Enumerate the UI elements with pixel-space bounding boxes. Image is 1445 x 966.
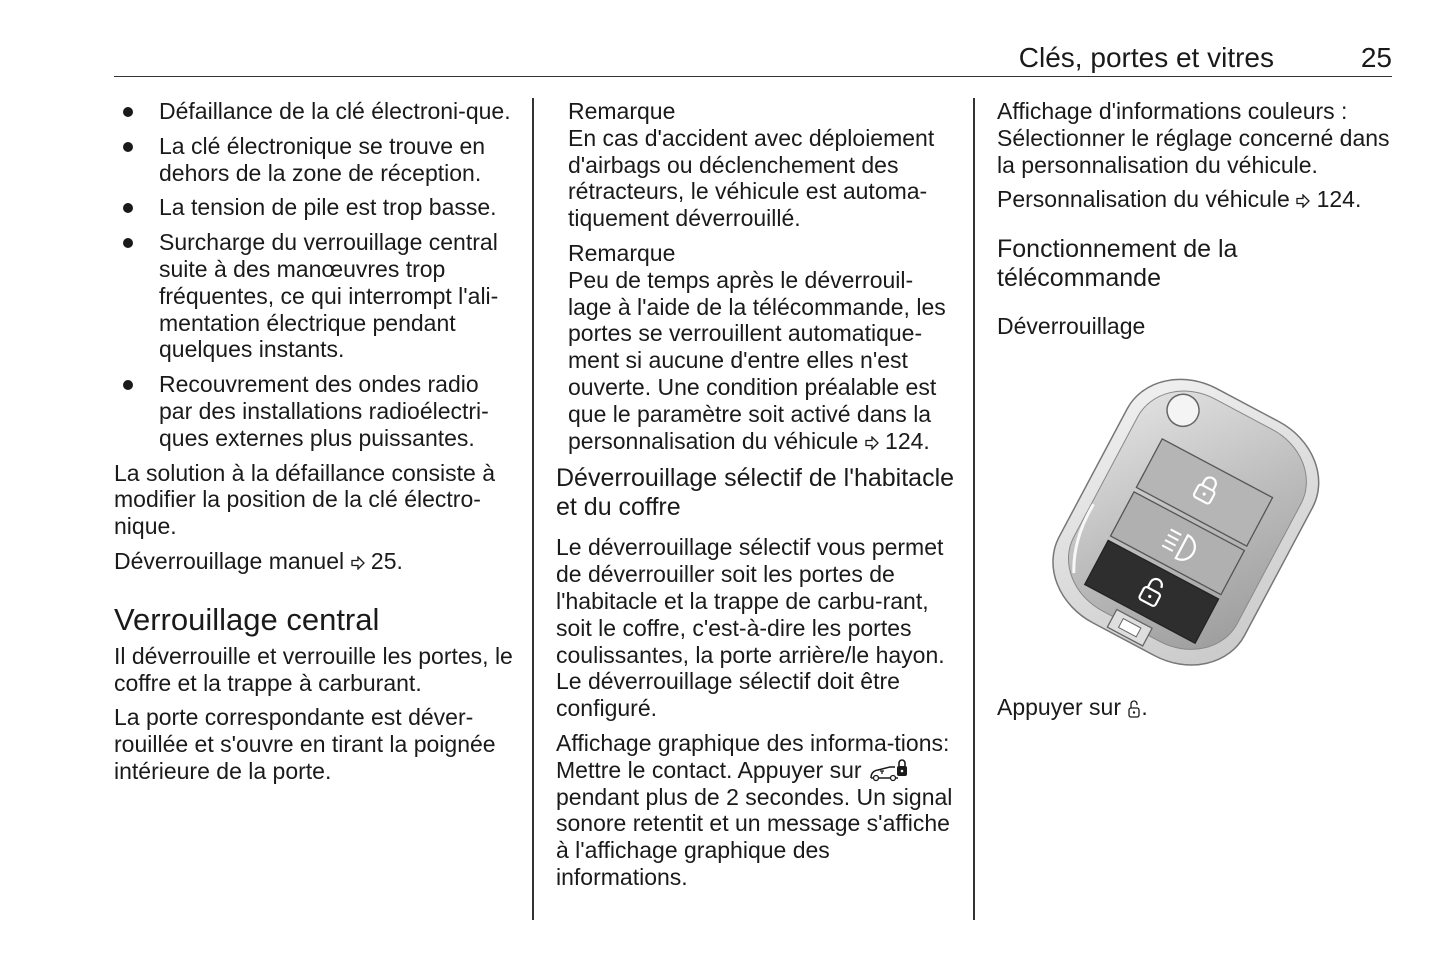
- cross-reference-arrow-icon: [865, 436, 879, 450]
- list-item: Surcharge du verrouillage central suite à des manœuvres trop fréquentes, ce qui interrompt l'ali-mentation électrique pendant quelques instants.: [114, 229, 514, 363]
- unlock-subheading: Déverrouillage: [997, 313, 1146, 340]
- note-ref-page[interactable]: 124.: [885, 427, 930, 454]
- key-fob-illustration: [1037, 370, 1337, 670]
- note-text: Peu de temps après le déverrouil-lage à l'aide de la télécommande, les portes se verrouillent automatique-ment si aucune d'entre elles n'est ouverte. Une condition préalable est que le paramètre soit activé dans la personnalisation du véhicule: [568, 266, 946, 454]
- list-item: La tension de pile est trop basse.: [114, 194, 514, 221]
- note-text: En cas d'accident avec déploiement d'airbags ou déclenchement des rétracteurs, le véhicule est automa-tiquement déverrouillé.: [568, 124, 935, 232]
- color-display-paragraph: Affichage d'informations couleurs : Sélectionner le réglage concerné dans la personnalisation du véhicule.: [997, 98, 1390, 178]
- unlock-icon: [1127, 699, 1141, 719]
- column-divider: [973, 98, 975, 920]
- manual-unlock-reference[interactable]: Déverrouillage manuel 25.: [114, 547, 403, 574]
- selective-unlock-heading: Déverrouillage sélectif de l'habitacle et du coffre: [556, 464, 955, 522]
- press-instruction: Appuyer sur .: [997, 694, 1148, 721]
- central-locking-heading: Verrouillage central: [114, 601, 380, 637]
- list-item: Défaillance de la clé électroni-que.: [114, 98, 514, 125]
- bullet-icon: [123, 107, 133, 117]
- column-1: [114, 98, 514, 793]
- selective-unlock-para-2: Affichage graphique des informa-tions: Mettre le contact. Appuyer sur pendant plus de 2 secondes. Un signal sonore retentit et un message s'affiche à l'affichage graphique des informations.: [556, 729, 953, 890]
- bullet-icon: [123, 203, 133, 213]
- note-box: [556, 98, 956, 232]
- note-label: Remarque: [568, 239, 676, 266]
- solution-paragraph: La solution à la défaillance consiste à modifier la position de la clé électro-nique.: [114, 459, 496, 540]
- selective-unlock-para-1: Le déverrouillage sélectif vous permet de déverrouiller soit les portes de l'habitacle et la trappe de carbu-rant, soit le coffre, c'est-à-dire les portes coulissantes, la porte arrière/le hayon. Le déverrouillage sélectif doit être configuré.: [556, 534, 945, 722]
- bullet-icon: [123, 142, 133, 152]
- page-header: [114, 40, 1392, 77]
- car-lock-icon: [868, 758, 910, 782]
- central-locking-para-1: Il déverrouille et verrouille les portes, le coffre et la trappe à carburant.: [114, 642, 513, 696]
- note-box: [556, 240, 956, 454]
- cross-reference-arrow-icon: [351, 556, 365, 570]
- bullet-icon: [123, 238, 133, 248]
- failure-causes-list: [114, 98, 514, 452]
- list-item: Recouvrement des ondes radio par des installations radioélectri-ques externes plus puissantes.: [114, 371, 514, 451]
- column-3: [997, 98, 1397, 729]
- central-locking-para-2: La porte correspondante est déver-rouillée et s'ouvre en tirant la poignée intérieure de la porte.: [114, 704, 496, 784]
- column-2: [556, 98, 956, 899]
- column-divider: [532, 98, 534, 920]
- personalisation-reference[interactable]: Personnalisation du véhicule 124.: [997, 186, 1362, 213]
- page-number: 25: [1360, 42, 1392, 73]
- section-title: Clés, portes et vitres: [1018, 42, 1274, 73]
- bullet-icon: [123, 380, 133, 390]
- remote-operation-heading: Fonctionnement de la télécommande: [997, 235, 1238, 293]
- cross-reference-arrow-icon: [1296, 194, 1310, 208]
- list-item: La clé électronique se trouve en dehors de la zone de réception.: [114, 133, 514, 187]
- note-label: Remarque: [568, 98, 676, 124]
